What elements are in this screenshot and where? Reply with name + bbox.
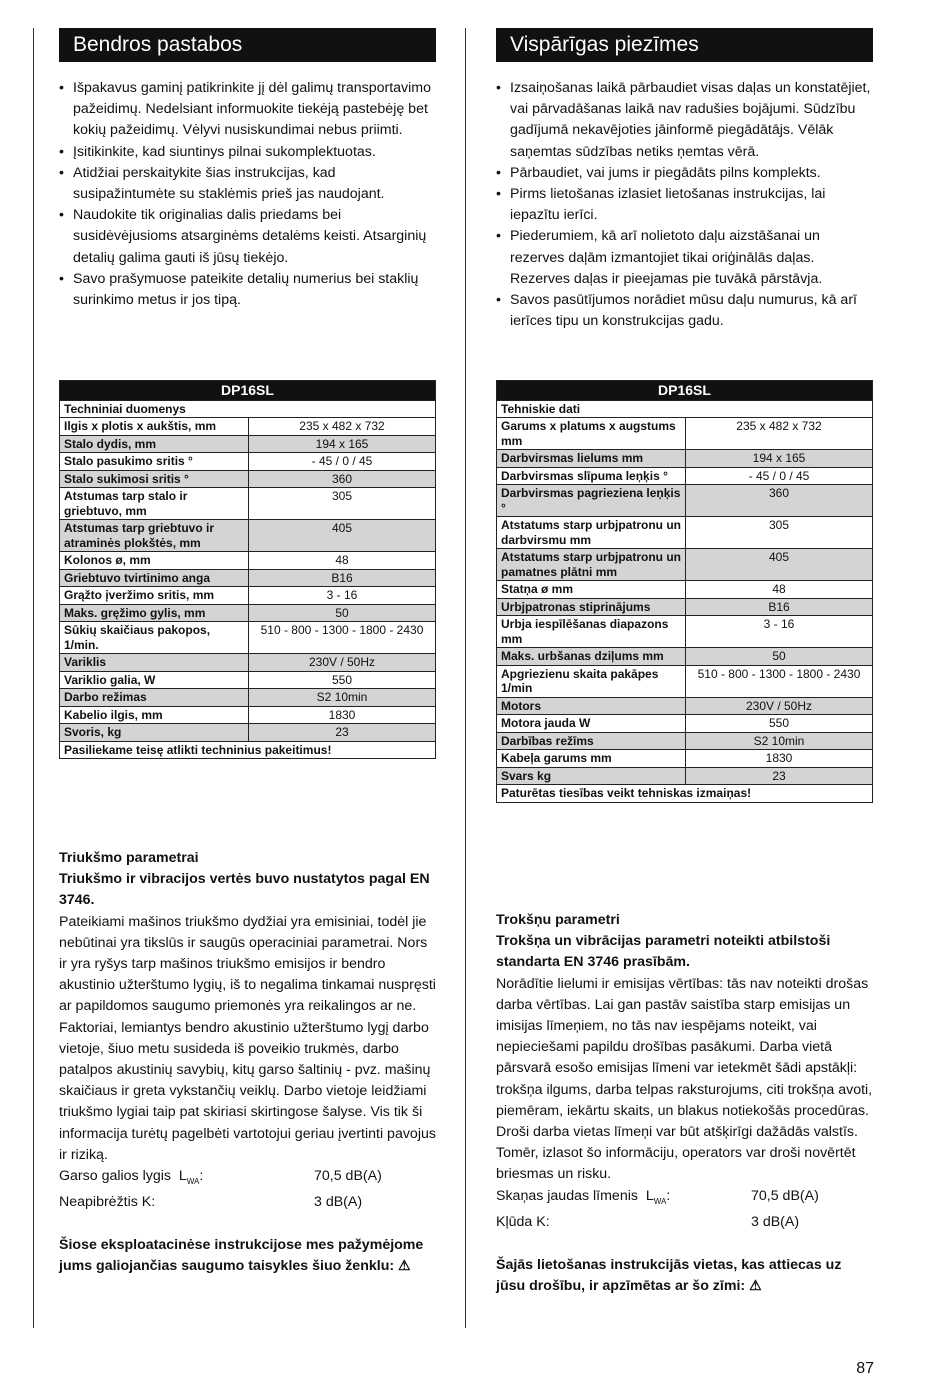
spec-label: Apgriezienu skaita pakāpes 1/min xyxy=(497,665,686,697)
section-label: Techniniai duomenys xyxy=(60,400,436,418)
spec-value: 48 xyxy=(249,552,436,570)
table-row xyxy=(60,552,436,570)
list-item: • Piederumiem, kā arī nolietoto daļu aizstāšanai un rezerves daļām izmantojiet tikai oriģinālās daļas. Rezerves daļas ir pieejamas pie tuvākā pārstāvja. xyxy=(496,226,873,290)
page-number: 87 xyxy=(856,1360,874,1377)
spec-value: 50 xyxy=(686,648,873,666)
noise-body: Pateikiami mašinos triukšmo dydžiai yra emisiniai, todėl jie nebūtinai yra tikslūs ir saugūs operaciniai parametrai. Nors ir yra ryšys tarp mašinos triukšmo emisijos ir bendro akustinio užterštumo lygių, iš to negalima tinkamai nuspręsti ar papildomos saugumo priemonės yra reikalingos ar ne. Faktoriai, lemiantys bendro akustinio užterštumo lygį darbo vietoje, šiuo metu susideda iš poveikio trukmės, darbo patalpos akustinių savybių, kitų garso šaltinių - pvz. mašinų skaičiaus ir greta vykstančių veiklų. Darbo vietoje leidžiami triukšmo lygiai taip pat skiriasi skirtingose šalyse. Vis tik ši informacija turėtų pagelbėti vartotojui geriau įvertinti pavojus ir riziką. xyxy=(59,913,436,1163)
spec-value: 360 xyxy=(686,485,873,517)
table-row xyxy=(60,587,436,605)
spec-value: 360 xyxy=(249,470,436,488)
table-row xyxy=(60,706,436,724)
table-row xyxy=(60,724,436,742)
table-row xyxy=(60,520,436,552)
table-row xyxy=(60,569,436,587)
spec-table xyxy=(59,380,436,759)
table-footer: Pasiliekame teisę atlikti techninius pakeitimus! xyxy=(60,741,436,759)
table-row xyxy=(497,648,873,666)
sound-power-value: 70,5 dB(A) xyxy=(314,1168,382,1185)
uncertainty-label: Kļūda K: xyxy=(496,1213,550,1230)
table-row xyxy=(60,400,436,418)
spec-value: 405 xyxy=(249,520,436,552)
model-name: DP16SL xyxy=(60,381,436,401)
table-row xyxy=(60,654,436,672)
spec-label: Griebtuvo tvirtinimo anga xyxy=(60,569,249,587)
warning-icon: ⚠ xyxy=(749,1278,762,1295)
table-row xyxy=(497,549,873,581)
spec-value: 550 xyxy=(686,715,873,733)
sound-power-row: Garso galios lygis $L_{WA}$: 70,5 dB(A) xyxy=(59,1166,436,1192)
spec-value: 305 xyxy=(249,488,436,520)
safety-note: Šajās lietošanas instrukcijās vietas, kas attiecas uz jūsu drošību, ir apzīmētas ar šo zīmi: ⚠ xyxy=(496,1256,842,1295)
spec-label: Motora jauda W xyxy=(497,715,686,733)
table-row xyxy=(497,517,873,549)
sound-power-value: 70,5 dB(A) xyxy=(751,1187,819,1204)
spec-value: 405 xyxy=(686,549,873,581)
noise-subtitle: Triukšmo ir vibracijos vertės buvo nustatytos pagal EN 3746. xyxy=(59,871,430,909)
spec-label: Variklis xyxy=(60,654,249,672)
list-item: • Naudokite tik originalias dalis priedams bei susidėvėjusioms atsarginėms detalėms keisti. Atsarginių detalių galima gauti iš jūsų tiekėjo. xyxy=(59,205,436,269)
spec-label: Darbības režīms xyxy=(497,732,686,750)
spec-value: 1830 xyxy=(249,706,436,724)
spec-value: 230V / 50Hz xyxy=(686,697,873,715)
table-row xyxy=(497,715,873,733)
spec-label: Ilgis x plotis x aukštis, mm xyxy=(60,418,249,436)
uncertainty-row xyxy=(496,1212,873,1233)
spec-label: Darbvirsmas lielums mm xyxy=(497,450,686,468)
spec-label: Sūkių skaičiaus pakopos, 1/min. xyxy=(60,622,249,654)
spec-label: Atstatums starp urbjpatronu un pamatnes plātni mm xyxy=(497,549,686,581)
spec-value: S2 10min xyxy=(249,689,436,707)
spec-value: 48 xyxy=(686,581,873,599)
spec-table xyxy=(496,380,873,803)
bullet-list xyxy=(496,78,873,332)
spec-label: Atstumas tarp stalo ir griebtuvo, mm xyxy=(60,488,249,520)
list-item: • Išpakavus gaminį patikrinkite jį dėl galimų transportavimo pažeidimų. Nedelsiant informuokite tiekėją pastebėję bet kokių pažeidimų. Vėlyvi nusiskundimai nebus priimti. xyxy=(59,78,436,142)
uncertainty-row xyxy=(59,1192,436,1213)
table-row xyxy=(497,485,873,517)
table-row xyxy=(497,750,873,768)
spec-value: 50 xyxy=(249,604,436,622)
sound-power-row: Skaņas jaudas līmenis $L_{WA}$: 70,5 dB(A) xyxy=(496,1186,873,1212)
spec-label: Kabelio ilgis, mm xyxy=(60,706,249,724)
spec-label: Darbo režimas xyxy=(60,689,249,707)
table-row xyxy=(60,622,436,654)
table-row xyxy=(497,418,873,450)
table-row xyxy=(60,381,436,401)
noise-subtitle: Trokšņa un vibrācijas parametri noteikti atbilstoši standarta EN 3746 prasībām. xyxy=(496,933,831,971)
spec-value: 510 - 800 - 1300 - 1800 - 2430 xyxy=(249,622,436,654)
bullet-list xyxy=(59,78,436,311)
noise-title: Trokšņu parametri xyxy=(496,912,620,928)
list-item: • Savos pasūtījumos norādiet mūsu daļu numurus, kā arī ierīces tipu un konstrukcijas gadu. xyxy=(496,290,873,332)
spec-label: Svars kg xyxy=(497,767,686,785)
spec-value: S2 10min xyxy=(686,732,873,750)
spec-label: Darbvirsmas pagrieziena leņķis ° xyxy=(497,485,686,517)
table-row xyxy=(497,697,873,715)
left-margin-rule xyxy=(33,28,34,1328)
noise-body: Norādītie lielumi ir emisijas vērtības: tās nav noteikti drošas darba vērtības. Lai gan pastāv saistība starp emisijas un imisijas līmeņiem, no tās nav iespējams noteikt, vai nepieciešami papildu drošības pasākumi. Darba vietā pārsvarā esošo emisijas līmeni var ietekmēt šādi apstākļi: trokšņa ilgums, darba telpas raksturojums, citi trokšņa avoti, piemēram, iekārtu skaits, un blakus notiekošās procedūras. Droši darba vietas līmeņi var būt atšķirīgi dažādās valstīs. Tomēr, izlasot šo informāciju, operators var droši novērtēt briesmas un risku. xyxy=(496,975,873,1183)
uncertainty-value: 3 dB(A) xyxy=(314,1194,363,1211)
spec-value: B16 xyxy=(686,598,873,616)
table-row xyxy=(60,488,436,520)
table-row xyxy=(497,450,873,468)
table-row xyxy=(60,418,436,436)
list-item: • Įsitikinkite, kad siuntinys pilnai sukomplektuotas. xyxy=(59,142,436,163)
table-row xyxy=(60,671,436,689)
table-row xyxy=(497,581,873,599)
table-footer: Paturētas tiesības veikt tehniskas izmaiņas! xyxy=(497,785,873,803)
spec-label: Svoris, kg xyxy=(60,724,249,742)
uncertainty-value: 3 dB(A) xyxy=(751,1213,800,1230)
spec-label: Urbjpatronas stiprinājums xyxy=(497,598,686,616)
spec-label: Stalo sukimosi sritis ° xyxy=(60,470,249,488)
spec-value: B16 xyxy=(249,569,436,587)
spec-value: 550 xyxy=(249,671,436,689)
table-row xyxy=(497,598,873,616)
table-row xyxy=(60,604,436,622)
table-row xyxy=(60,435,436,453)
section-heading: Bendros pastabos xyxy=(59,28,436,62)
spec-value: 194 x 165 xyxy=(249,435,436,453)
spec-label: Kabeļa garums mm xyxy=(497,750,686,768)
spec-value: 510 - 800 - 1300 - 1800 - 2430 xyxy=(686,665,873,697)
table-row xyxy=(60,689,436,707)
spec-label: Statņa ø mm xyxy=(497,581,686,599)
section-heading: Vispārīgas piezīmes xyxy=(496,28,873,62)
list-item: • Izsaiņošanas laikā pārbaudiet visas daļas un konstatējiet, vai pārvadāšanas laikā nav radušies bojājumi. Sūdzību gadījumā nekavējoties jāinformē piegādātājs. Vēlāk saņemtas sūdzības netiks ņemtas vērā. xyxy=(496,78,873,163)
table-row xyxy=(60,453,436,471)
sound-power-label: Garso galios lygis xyxy=(59,1168,171,1185)
table-row xyxy=(497,381,873,401)
spec-value: 23 xyxy=(686,767,873,785)
table-row xyxy=(60,470,436,488)
spec-label: Maks. gręžimo gylis, mm xyxy=(60,604,249,622)
model-name: DP16SL xyxy=(497,381,873,401)
spec-label: Grąžto įveržimo sritis, mm xyxy=(60,587,249,605)
spec-label: Stalo dydis, mm xyxy=(60,435,249,453)
spec-value: 3 - 16 xyxy=(249,587,436,605)
noise-section xyxy=(496,910,873,1297)
list-item: • Pirms lietošanas izlasiet lietošanas instrukcijas, lai iepazītu ierīci. xyxy=(496,184,873,226)
spec-label: Kolonos ø, mm xyxy=(60,552,249,570)
spec-value: - 45 / 0 / 45 xyxy=(249,453,436,471)
table-row xyxy=(497,616,873,648)
spec-value: 235 x 482 x 732 xyxy=(686,418,873,450)
spec-value: 194 x 165 xyxy=(686,450,873,468)
center-rule xyxy=(465,28,466,1328)
spec-label: Darbvirsmas slīpuma leņķis ° xyxy=(497,467,686,485)
table-row xyxy=(497,767,873,785)
spec-label: Garums x platums x augstums mm xyxy=(497,418,686,450)
warning-icon: ⚠ xyxy=(398,1258,411,1275)
spec-label: Motors xyxy=(497,697,686,715)
spec-value: 1830 xyxy=(686,750,873,768)
table-row xyxy=(60,741,436,759)
list-item: • Savo prašymuose pateikite detalių numerius bei staklių surinkimo metus ir jos tipą. xyxy=(59,269,436,311)
spec-label: Atstatums starp urbjpatronu un darbvirsmu mm xyxy=(497,517,686,549)
spec-label: Variklio galia, W xyxy=(60,671,249,689)
spec-value: - 45 / 0 / 45 xyxy=(686,467,873,485)
spec-value: 230V / 50Hz xyxy=(249,654,436,672)
table-row xyxy=(497,400,873,418)
uncertainty-label: Neapibrėžtis K: xyxy=(59,1194,156,1211)
spec-value: 23 xyxy=(249,724,436,742)
spec-value: 235 x 482 x 732 xyxy=(249,418,436,436)
list-item: • Atidžiai perskaitykite šias instrukcijas, kad susipažintumėte su staklėmis prieš jas naudojant. xyxy=(59,163,436,205)
noise-section xyxy=(59,848,436,1278)
spec-label: Urbja iespīlēšanas diapazons mm xyxy=(497,616,686,648)
sound-power-label: Skaņas jaudas līmenis xyxy=(496,1187,638,1204)
right-column xyxy=(496,28,873,1295)
spec-label: Maks. urbšanas dziļums mm xyxy=(497,648,686,666)
section-label: Tehniskie dati xyxy=(497,400,873,418)
spec-value: 3 - 16 xyxy=(686,616,873,648)
table-row xyxy=(497,665,873,697)
spec-label: Atstumas tarp griebtuvo ir atraminės plokštės, mm xyxy=(60,520,249,552)
safety-note: Šiose eksploatacinėse instrukcijose mes pažymėjome jums galiojančias saugumo taisykles šiuo ženklu: ⚠ xyxy=(59,1237,424,1275)
noise-title: Triukšmo parametrai xyxy=(59,850,199,866)
list-item: • Pārbaudiet, vai jums ir piegādāts pilns komplekts. xyxy=(496,163,873,184)
spec-label: Stalo pasukimo sritis ° xyxy=(60,453,249,471)
table-row xyxy=(497,785,873,803)
table-row xyxy=(497,467,873,485)
spec-value: 305 xyxy=(686,517,873,549)
table-row xyxy=(497,732,873,750)
left-column xyxy=(59,28,436,1275)
